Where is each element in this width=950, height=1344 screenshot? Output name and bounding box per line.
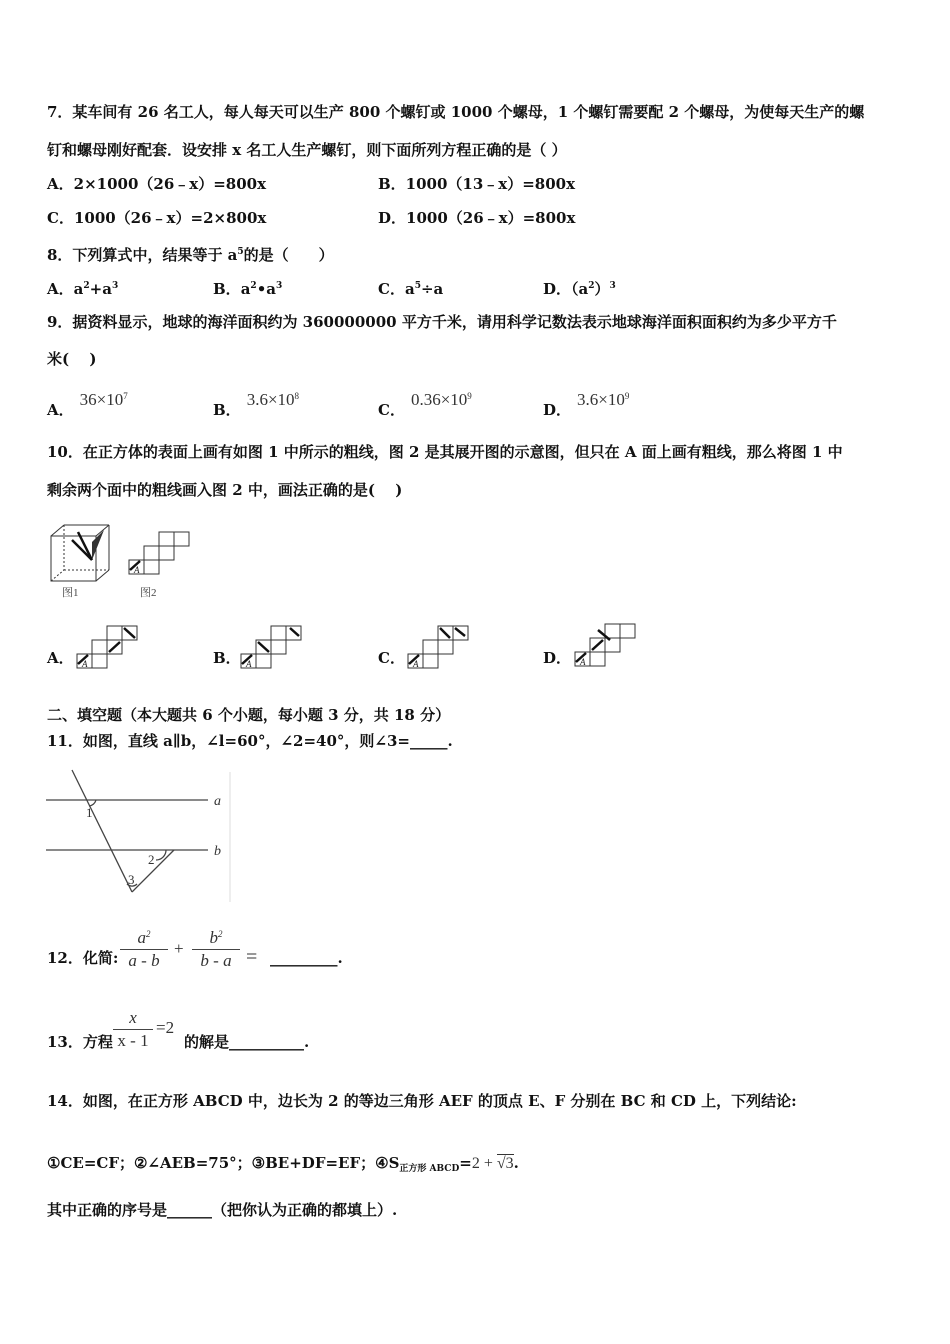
q10-option-c-label: C． — [378, 649, 405, 667]
svg-text:图2: 图2 — [140, 587, 157, 599]
svg-text:a: a — [214, 794, 221, 809]
q10-option-b-label: B． — [213, 649, 241, 667]
section2-heading: 二、填空题（本大题共 6 个小题，每小题 3 分，共 18 分） — [47, 706, 451, 724]
q8-stem: 8．下列算式中，结果等于 $a^5$的是（ ） — [47, 246, 334, 264]
q14-answer-prompt: 其中正确的序号是______（把你认为正确的都填上）. — [47, 1201, 398, 1219]
svg-text:A: A — [82, 659, 88, 669]
q7-option-c: C．1000（26﹣x）=2×800x — [47, 209, 267, 227]
q9-option-a: A．$36\times 10^7$ — [47, 390, 128, 419]
q10-figure2-caption — [130, 582, 170, 602]
svg-text:3: 3 — [128, 872, 135, 887]
q10-option-d-net — [574, 620, 636, 670]
q7-stem-line1: 7．某车间有 26 名工人，每人每天可以生产 800 个螺钉或 1000 个螺母，1 个螺钉需要配 2 个螺母，为使每天生产的螺 — [47, 103, 865, 121]
q10-option-a-label: A． — [47, 649, 74, 667]
svg-text:A: A — [413, 659, 419, 669]
q7-option-d: D．1000（26﹣x）=800x — [378, 209, 576, 227]
svg-text:A: A — [134, 565, 140, 575]
q11-figure — [44, 766, 234, 902]
q10-option-b-net — [240, 624, 302, 670]
q12-fraction-2: $b^2$ b - a — [192, 924, 240, 971]
q10-stem-line2: 剩余两个面中的粗线画入图 2 中，画法正确的是( ) — [47, 481, 403, 499]
q7-option-b: B．1000（13﹣x）=800x — [378, 175, 576, 193]
q8-option-b: B．$a^2•a^3$ — [213, 280, 283, 298]
q12-fraction-1: $a^2$ a - b — [120, 924, 168, 971]
q9-option-d: D．$3.6\times 10^9$ — [543, 390, 630, 419]
q8-option-a: A．$a^2+a^3$ — [47, 280, 119, 298]
q13-rhs: =2 — [156, 1018, 175, 1037]
svg-text:2: 2 — [148, 852, 155, 867]
q9-option-c: C．$0.36\times 10^9$ — [378, 390, 472, 419]
q12-prefix: 12．化简: — [47, 949, 119, 967]
q10-figure1-caption — [50, 582, 90, 602]
q7-option-a: A．2×1000（26﹣x）=800x — [47, 175, 267, 193]
q10-figure1-cube — [48, 522, 114, 584]
q12-equals: = — [246, 946, 258, 968]
q10-stem-line1: 10．在正方体的表面上画有如图 1 中所示的粗线，图 2 是其展开图的示意图，但只在 A 面上画有粗线，那么将图 1 中 — [47, 443, 843, 461]
q13-fraction: x x - 1 — [113, 1008, 153, 1051]
q14-conclusions: ①CE=CF；②∠AEB=75°；③BE+DF=EF；$④S_{正方形 ABCD}=2 + √3$. — [47, 1154, 519, 1174]
svg-text:A: A — [580, 657, 586, 667]
q8-option-d: D．$(a^2)^3$ — [543, 280, 616, 298]
q10-option-c-net — [407, 624, 469, 670]
svg-text:图1: 图1 — [62, 587, 79, 599]
q11-stem: 11．如图，直线 a∥b，∠l=60°，∠2=40°，则∠3=_____. — [47, 732, 453, 750]
q13-prefix: 13．方程 — [47, 1033, 113, 1051]
svg-text:b: b — [214, 844, 221, 859]
q10-option-a-net — [76, 624, 138, 670]
q9-option-b: B．$3.6\times 10^8$ — [213, 390, 300, 419]
svg-text:A: A — [246, 659, 252, 669]
q14-stem: 14．如图，在正方形 ABCD 中，边长为 2 的等边三角形 AEF 的顶点 E、F 分别在 BC 和 CD 上，下列结论: — [47, 1092, 797, 1110]
q13-suffix: 的解是__________. — [184, 1033, 310, 1051]
q9-stem-line2: 米( ) — [47, 350, 97, 368]
q7-stem-line2: 钉和螺母刚好配套．设安排 x 名工人生产螺钉，则下面所列方程正确的是（ ） — [47, 141, 567, 159]
q12-answer-blank: _________. — [270, 949, 343, 967]
q8-option-c: C．$a^5\div a$ — [378, 280, 444, 298]
q10-option-d-label: D． — [543, 649, 572, 667]
q9-stem-line1: 9．据资料显示，地球的海洋面积约为 360000000 平方千米，请用科学记数法表示地球海洋面积面积约为多少平方千 — [47, 313, 837, 331]
q12-plus: + — [174, 939, 184, 958]
svg-text:1: 1 — [86, 805, 93, 820]
q10-figure2-net — [128, 530, 190, 576]
